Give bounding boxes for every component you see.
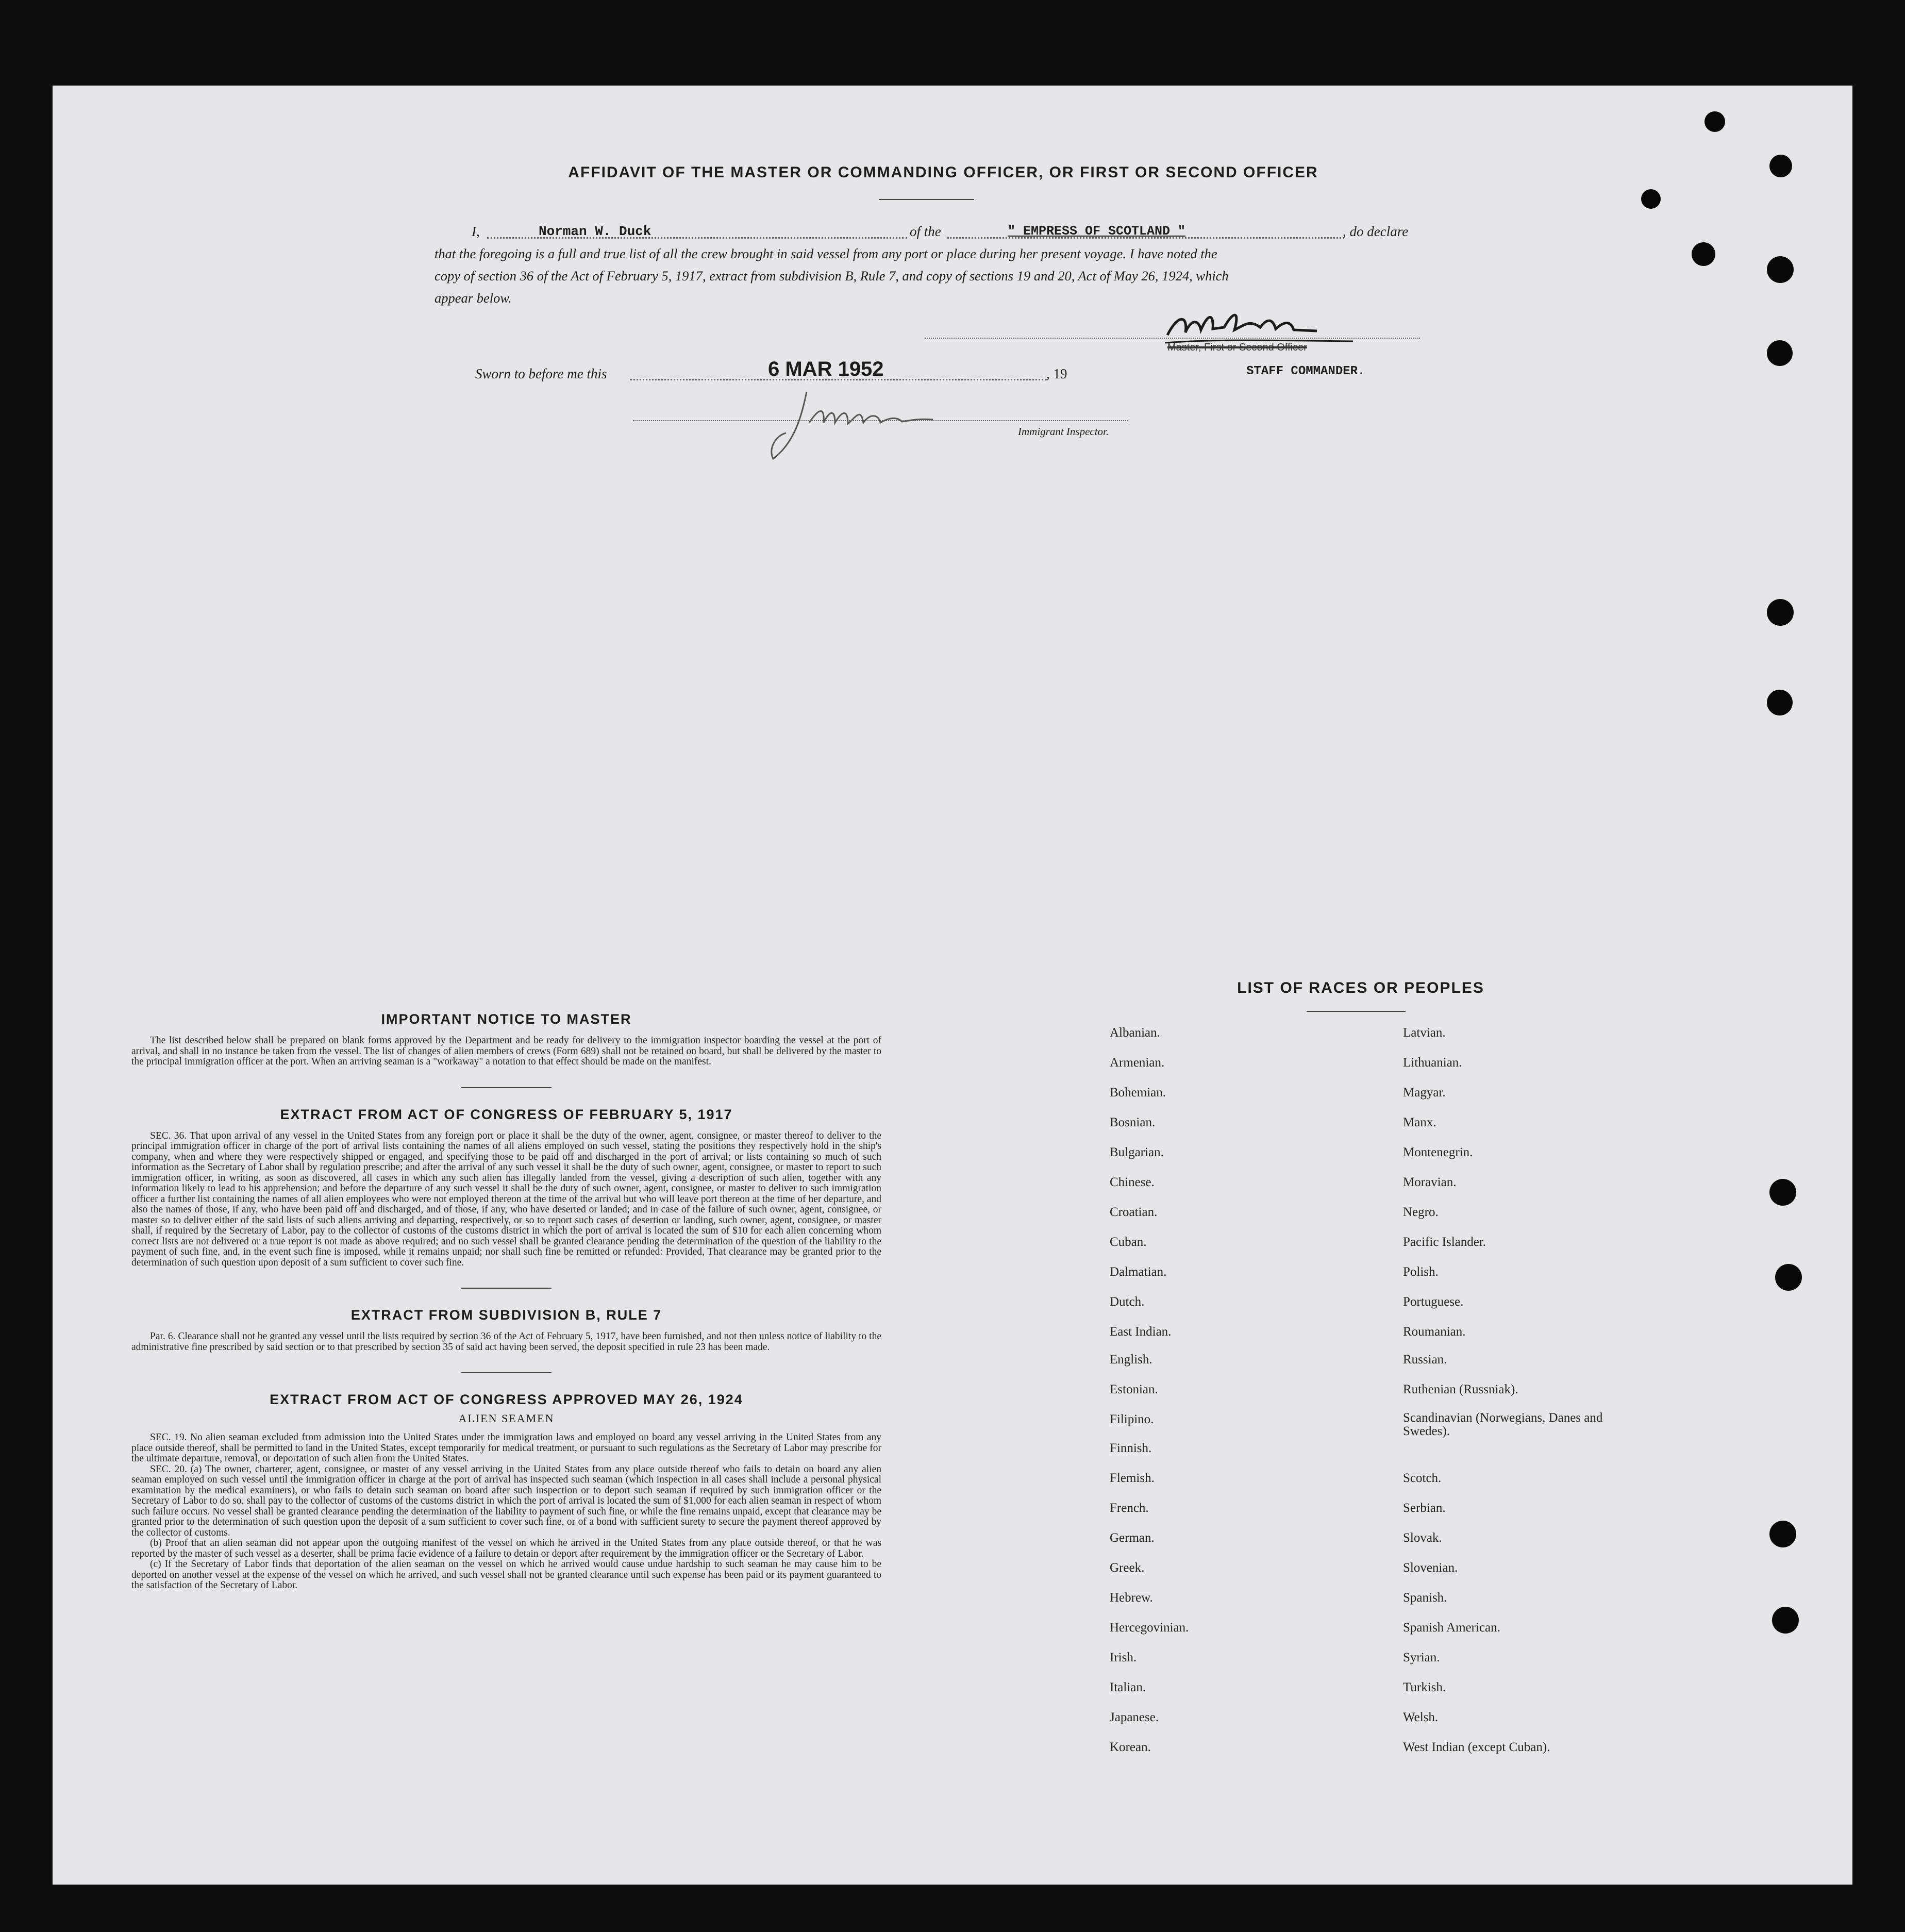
sec-20b-paragraph: (b) Proof that an alien seaman did not appear upon the outgoing manifest of the vessel on which he arrived in the United States from any place outside thereof, or that he was reported by the master of such vessel as a deserter, shall be prima facie evidence of a failure to detain or deport after requirement by the immigration officer or the Secretary of Labor. [131,1538,881,1559]
race-item: Moravian. [1403,1175,1457,1189]
races-divider [1307,1011,1406,1012]
race-item: Japanese. [1110,1710,1159,1724]
race-item: Welsh. [1403,1710,1439,1724]
race-item: Ruthenian (Russniak). [1403,1383,1518,1396]
race-item: Montenegrin. [1403,1145,1473,1159]
race-item: Slovenian. [1403,1561,1458,1575]
par-6-paragraph: Par. 6. Clearance shall not be granted any vessel until the lists required by section 36 of the Act of February 5, 1917, have been furnished, and not then unless notice of liability to the administrative fine prescribed by said section or to that prescribed by section 35 of said act having been served, the deposit specified in rule 23 has been made. [131,1331,881,1353]
inspector-label: Immigrant Inspector. [1018,425,1109,438]
affidavit-line-4: appear below. [435,290,512,306]
notice-body [131,1036,881,1068]
section-divider [461,1087,552,1088]
punch-hole [1705,111,1725,132]
document-page [53,86,1852,1885]
race-item: Armenian. [1110,1056,1165,1070]
sec-20a-paragraph: SEC. 20. (a) The owner, charterer, agent, consignee, or master of any vessel arriving in the United States from any place outside thereof who fails to detain on board any alien seaman employed on such vessel until the immigration officer in charge at the port of arrival has inspected such seaman (which inspection in all cases shall include a personal physical examination by the medical examiners), or who fails to detain such seaman on board after such inspection or to deport such seaman if required by such immigration officer or the Secretary of Labor to do so, shall pay to the collector of customs of the customs district in which the port of arrival is located the sum of $1,000 for each alien seaman in respect of whom such failure occurs. No vessel shall be granted clearance pending the determination of the liability to payment of such fine, or while the fine remains unpaid, except that clearance may be granted prior to the determination of such question upon the deposit of a sum sufficient to cover such fine, or of a bond with sufficient surety to secure the payment thereof approved by the collector of customs. [131,1463,881,1538]
race-item: Polish. [1403,1265,1439,1279]
race-item: West Indian (except Cuban). [1403,1740,1550,1754]
race-item: Spanish American. [1403,1621,1500,1635]
punch-hole [1767,599,1794,626]
inspector-signature [763,387,1031,464]
race-item: Filipino. [1110,1412,1154,1426]
affidavit-i: I, [472,224,480,239]
race-item: Bohemian. [1110,1086,1166,1100]
race-item: Latvian. [1403,1026,1446,1040]
year-prefix: , 19 [1046,366,1067,381]
affidavit-title: AFFIDAVIT OF THE MASTER OR COMMANDING OFFICER, OR FIRST OR SECOND OFFICER [568,164,1318,181]
affidavit-line-2: that the foregoing is a full and true list of all the crew brought in said vessel from any port or place during her present voyage. I have noted the [435,246,1217,261]
race-item: German. [1110,1531,1155,1545]
race-item: Dutch. [1110,1295,1145,1309]
race-item: Spanish. [1403,1591,1447,1605]
race-item: Roumanian. [1403,1325,1466,1339]
of-the-label: of the [910,224,941,239]
race-item: Scotch. [1403,1471,1442,1485]
race-item: Bulgarian. [1110,1145,1164,1159]
race-item: Bosnian. [1110,1115,1156,1129]
punch-hole [1767,340,1793,366]
races-title: LIST OF RACES OR PEOPLES [1237,979,1484,996]
affidavit-line-3: copy of section 36 of the Act of February 5, 1917, extract from subdivision B, Rule 7, and copy of sections 19 and 20, Act of May 26, 1924, which [435,268,1229,284]
sworn-label: Sworn to before me this [475,366,607,381]
race-item: Russian. [1403,1353,1447,1367]
notice-paragraph: The list described below shall be prepared on blank forms approved by the Department and be ready for delivery to the immigration inspector boarding the vessel at the port of arrival, and shall in no instance be taken from the vessel. The list of changes of alien members of crews (Form 689) shall not be retained on board, but shall be delivered by the master to the principal immigration officer at the port. When an arriving seaman is a "workaway" a notation to that effect should be made on the manifest. [131,1035,881,1067]
extract-1924-body [131,1433,881,1591]
punch-hole [1692,242,1715,266]
master-name: Norman W. Duck [539,224,651,239]
section-divider [461,1372,552,1373]
punch-hole [1769,1521,1796,1547]
race-item: Lithuanian. [1403,1056,1462,1070]
extract-1917-title: EXTRACT FROM ACT OF CONGRESS OF FEBRUARY 5, 1917 [280,1106,733,1122]
race-item: Magyar. [1403,1086,1446,1100]
alien-seamen-subtitle: ALIEN SEAMEN [458,1412,555,1425]
extract-1924-title: EXTRACT FROM ACT OF CONGRESS APPROVED MAY 26, 1924 [270,1392,743,1407]
race-item: Chinese. [1110,1175,1155,1189]
race-item: Finnish. [1110,1441,1152,1455]
title-divider [879,199,974,200]
race-item: East Indian. [1110,1325,1172,1339]
race-item: Irish. [1110,1651,1137,1664]
vessel-name: " EMPRESS OF SCOTLAND " [1008,224,1186,239]
race-item: Negro. [1403,1205,1439,1219]
race-item: English. [1110,1353,1152,1367]
race-item: Italian. [1110,1680,1146,1694]
punch-hole [1769,155,1792,177]
struck-title: Master, First or Second Officer [1167,342,1307,353]
race-item: Hercegovinian. [1110,1621,1189,1635]
notice-title: IMPORTANT NOTICE TO MASTER [381,1011,632,1027]
race-item: Flemish. [1110,1471,1155,1485]
extract-1917-body [131,1131,881,1269]
race-item: Portuguese. [1403,1295,1464,1309]
sworn-date-stamp: 6 MAR 1952 [768,358,884,380]
punch-hole [1775,1264,1802,1291]
race-item: French. [1110,1501,1149,1515]
punch-hole [1769,1179,1796,1206]
sec-20c-paragraph: (c) If the Secretary of Labor finds that deportation of the alien seaman on the vessel on which he arrived would cause undue hardship to such seaman he may cause him to be deported on another vessel at the expense of the vessel on which he arrived, and such vessel shall not be granted clearance until such expense has been paid or its payment guaranteed to the satisfaction of the Secretary of Labor. [131,1559,881,1591]
race-item: Croatian. [1110,1205,1158,1219]
sec-19-paragraph: SEC. 19. No alien seaman excluded from admission into the United States under the immigration laws and employed on board any vessel arriving in the United States from any place outside thereof, shall be permitted to land in the United States, except temporarily for medical treatment, or pursuant to such regulations as the Secretary of Labor may prescribe for the ultimate departure, removal, or deportation of such alien from the United States. [131,1432,881,1464]
signer-title: STAFF COMMANDER. [1246,364,1365,378]
race-item: Turkish. [1403,1680,1446,1694]
race-item: Pacific Islander. [1403,1235,1486,1249]
punch-hole [1641,189,1661,209]
section-divider [461,1288,552,1289]
race-item: Scandinavian (Norwegians, Danes and Swedes). [1403,1411,1603,1438]
race-item: Dalmatian. [1110,1265,1167,1279]
do-declare-label: , do declare [1343,224,1409,239]
rule-7-body [131,1331,881,1353]
race-item: Korean. [1110,1740,1151,1754]
sec-36-paragraph: SEC. 36. That upon arrival of any vessel in the United States from any foreign port or place it shall be the duty of the owner, agent, consignee, or master thereof to deliver to the principal immigration officer in charge of the port of arrival lists containing the names of all aliens employed on such vessel, stating the positions they respectively hold in the ship's company, when and where they were respectively shipped or engaged, and specifying those to be paid off and discharged in the port of arrival; or lists containing so much of such information as the Secretary of Labor shall by regulation prescribe; and after the arrival of any such vessel it shall be the duty of such owner, agent, consignee, or master to report to such immigration officer, in writing, as soon as discovered, all cases in which any such alien has illegally landed from the vessel, giving a description of such alien, together with any information likely to lead to his apprehension; and before the departure of any such vessel it shall be the duty of such owner, agent, consignee, or master to deliver to such immigration officer a further list containing the names of all alien employees who were not employed thereon at the time of the arrival but who will leave port thereon at the time of her departure, and also the names of those, if any, who have been paid off and discharged, and of those, if any, who have deserted or landed; and in case of the failure of such owner, agent, consignee, or master so to deliver either of the said lists of such aliens arriving and departing, respectively, or so to report such cases of desertion or landing, such owner, agent, consignee, or master shall, if required by the Secretary of Labor, pay to the collector of customs of the customs district in which the port of arrival is located the sum of $10 for each alien concerning whom correct lists are not delivered or a true report is not made as above required; and no such vessel shall be granted clearance pending the determination of the question of the liability to the payment of such fine, and, in the event such fine is imposed, while it remains unpaid; nor shall such fine be remitted or refunded: Provided, That clearance may be granted prior to the determination of such question upon deposit of a sum sufficient to cover such fine. [131,1130,881,1268]
punch-hole [1772,1607,1799,1634]
race-item: Manx. [1403,1115,1436,1129]
race-item: Greek. [1110,1561,1145,1575]
race-item: Serbian. [1403,1501,1446,1515]
punch-hole [1767,256,1794,283]
race-item: Syrian. [1403,1651,1440,1664]
race-item: Albanian. [1110,1026,1160,1040]
race-item: Cuban. [1110,1235,1147,1249]
punch-hole [1767,690,1793,715]
rule-7-title: EXTRACT FROM SUBDIVISION B, RULE 7 [350,1307,662,1323]
race-item: Estonian. [1110,1383,1158,1396]
race-item: Slovak. [1403,1531,1442,1545]
notices-column [131,1011,881,1591]
race-item: Hebrew. [1110,1591,1153,1605]
